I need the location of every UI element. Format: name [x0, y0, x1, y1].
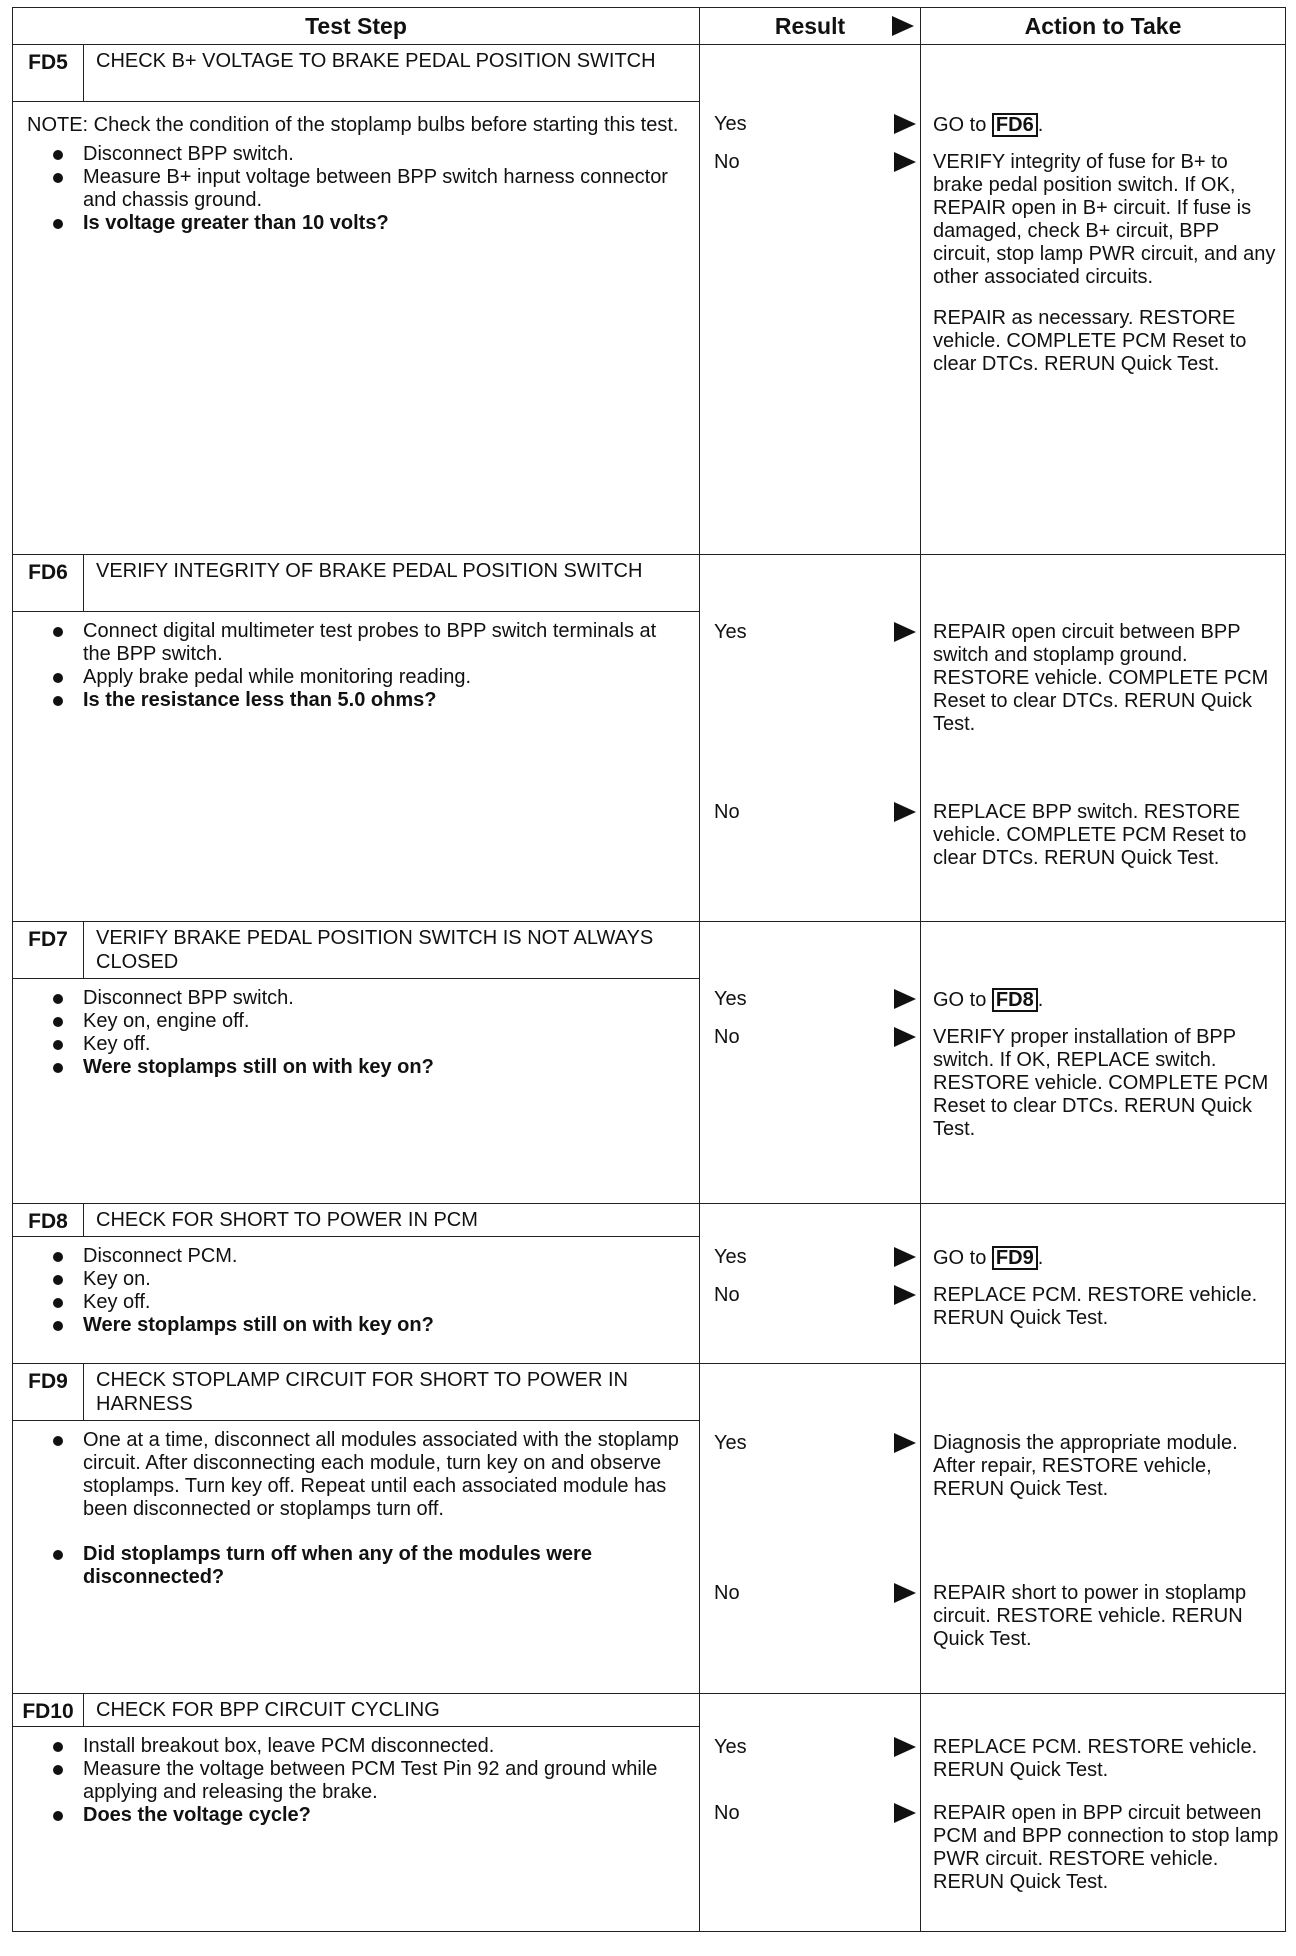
- step-bullet: Measure B+ input voltage between BPP switch harness connector and chassis ground.: [53, 166, 687, 212]
- result-no: No: [714, 801, 740, 823]
- test-step-cell: [13, 555, 700, 922]
- step-bullet: Key on.: [53, 1268, 687, 1291]
- result-yes: Yes: [714, 988, 747, 1010]
- step-bullet: One at a time, disconnect all modules associated with the stoplamp circuit. After disconnecting each module, turn key on and observe stoplamps. Turn key off. Repeat until each associated module has been disconnected or stoplamps turn off.: [53, 1429, 687, 1521]
- test-step-cell: [13, 1204, 700, 1364]
- step-title: CHECK STOPLAMP CIRCUIT FOR SHORT TO POWER IN HARNESS: [96, 1369, 628, 1415]
- step-code: FD10: [13, 1694, 84, 1726]
- action-cell: [921, 1364, 1286, 1694]
- test-step-cell: [13, 1694, 700, 1932]
- result-no: No: [714, 151, 740, 173]
- result-no: No: [714, 1582, 740, 1604]
- arrow-right-icon: [894, 1737, 916, 1757]
- step-bullet: Connect digital multimeter test probes to BPP switch terminals at the BPP switch.: [53, 620, 687, 666]
- action-text: After repair, RESTORE vehicle, RERUN Quick Test.: [933, 1455, 1212, 1500]
- step-code: FD8: [13, 1204, 84, 1236]
- action-cell: [921, 555, 1286, 922]
- step-question: Did stoplamps turn off when any of the modules were disconnected?: [53, 1543, 687, 1589]
- goto-ref-fd9[interactable]: FD9: [992, 1246, 1038, 1270]
- step-bullet: Disconnect BPP switch.: [53, 143, 687, 166]
- result-yes: Yes: [714, 1246, 747, 1268]
- header-action: Action to Take: [921, 8, 1286, 45]
- test-step-cell: [13, 922, 700, 1204]
- goto-ref-fd6[interactable]: FD6: [992, 113, 1038, 137]
- result-cell: [700, 45, 921, 555]
- step-code: FD6: [13, 555, 84, 611]
- test-row-fd10: [13, 1694, 1286, 1932]
- step-code: FD7: [13, 922, 84, 978]
- result-yes: Yes: [714, 113, 747, 135]
- arrow-right-icon: [894, 989, 916, 1009]
- step-question: Is voltage greater than 10 volts?: [53, 212, 687, 235]
- arrow-right-icon: [894, 802, 916, 822]
- action-text: VERIFY proper installation of BPP switch. If OK, REPLACE switch. RESTORE vehicle. COMPLETE PCM Reset to clear DTCs. RERUN Quick Test.: [933, 1026, 1269, 1140]
- step-question: Is the resistance less than 5.0 ohms?: [53, 689, 687, 712]
- goto-ref-fd8[interactable]: FD8: [992, 988, 1038, 1012]
- test-row-fd8: [13, 1204, 1286, 1364]
- test-row-fd6: [13, 555, 1286, 922]
- result-no: No: [714, 1284, 740, 1306]
- action-text: REPLACE BPP switch. RESTORE vehicle. COMPLETE PCM Reset to clear DTCs. RERUN Quick Test.: [933, 801, 1247, 869]
- action-text: REPLACE PCM. RESTORE vehicle. RERUN Quick Test.: [933, 1284, 1258, 1329]
- arrow-right-icon: [894, 1583, 916, 1603]
- step-bullet: Key off.: [53, 1291, 687, 1314]
- result-yes: Yes: [714, 1432, 747, 1454]
- test-row-fd7: [13, 922, 1286, 1204]
- step-bullet: Measure the voltage between PCM Test Pin 92 and ground while applying and releasing the brake.: [53, 1758, 687, 1804]
- step-code: FD9: [13, 1364, 84, 1420]
- step-bullet: Install breakout box, leave PCM disconnected.: [53, 1735, 687, 1758]
- step-title: CHECK B+ VOLTAGE TO BRAKE PEDAL POSITION SWITCH: [96, 50, 656, 72]
- header-result: Result: [700, 8, 921, 45]
- arrow-right-icon: [894, 152, 916, 172]
- action-text: Diagnosis the appropriate module.: [933, 1432, 1238, 1454]
- action-text: REPAIR open in BPP circuit between PCM and BPP connection to stop lamp PWR circuit. RESTORE vehicle. RERUN Quick Test.: [933, 1802, 1279, 1893]
- result-no: No: [714, 1026, 740, 1048]
- step-question: Were stoplamps still on with key on?: [53, 1056, 687, 1079]
- result-no: No: [714, 1802, 740, 1824]
- action-text: REPAIR as necessary. RESTORE vehicle. COMPLETE PCM Reset to clear DTCs. RERUN Quick Test.: [933, 307, 1247, 375]
- step-bullet: Apply brake pedal while monitoring reading.: [53, 666, 687, 689]
- step-bullet: Disconnect PCM.: [53, 1245, 687, 1268]
- test-row-fd9: [13, 1364, 1286, 1694]
- step-note: NOTE: Check the condition of the stoplamp bulbs before starting this test.: [27, 114, 679, 136]
- result-cell: [700, 1364, 921, 1694]
- arrow-right-icon: [894, 1433, 916, 1453]
- result-cell: [700, 1204, 921, 1364]
- step-bullet: Key on, engine off.: [53, 1010, 687, 1033]
- arrow-right-icon: [892, 16, 914, 36]
- step-title: VERIFY BRAKE PEDAL POSITION SWITCH IS NOT ALWAYS CLOSED: [96, 927, 654, 973]
- action-cell: GO to FD8 . VERIFY proper installation of BPP switch. If OK, REPLACE switch. RESTORE vehicle. COMPLETE PCM Reset to clear DTCs. RERUN Quick Test.: [921, 922, 1286, 1204]
- action-cell: GO to FD9 . REPLACE PCM. RESTORE vehicle. RERUN Quick Test.: [921, 1204, 1286, 1364]
- step-title: CHECK FOR SHORT TO POWER IN PCM: [96, 1209, 478, 1231]
- arrow-right-icon: [894, 1247, 916, 1267]
- step-bullet: Disconnect BPP switch.: [53, 987, 687, 1010]
- action-cell: [921, 1694, 1286, 1932]
- pinpoint-test-table: [12, 7, 1286, 1932]
- arrow-right-icon: [894, 1285, 916, 1305]
- action-text: REPAIR short to power in stoplamp circuit. RESTORE vehicle. RERUN Quick Test.: [933, 1582, 1247, 1650]
- step-title: VERIFY INTEGRITY OF BRAKE PEDAL POSITION SWITCH: [96, 560, 643, 582]
- test-step-cell: [13, 1364, 700, 1694]
- step-question: Does the voltage cycle?: [53, 1804, 687, 1827]
- result-cell: [700, 555, 921, 922]
- step-question: Were stoplamps still on with key on?: [53, 1314, 687, 1337]
- arrow-right-icon: [894, 622, 916, 642]
- action-text: REPAIR open circuit between BPP switch and stoplamp ground. RESTORE vehicle. COMPLETE PCM Reset to clear DTCs. RERUN Quick Test.: [933, 621, 1269, 735]
- arrow-right-icon: [894, 1027, 916, 1047]
- result-cell: [700, 1694, 921, 1932]
- result-cell: [700, 922, 921, 1204]
- result-yes: Yes: [714, 1736, 747, 1758]
- arrow-right-icon: [894, 114, 916, 134]
- header-test-step: Test Step: [13, 8, 700, 45]
- test-row-fd5: [13, 45, 1286, 555]
- step-title: CHECK FOR BPP CIRCUIT CYCLING: [96, 1699, 440, 1721]
- test-step-cell: [13, 45, 700, 555]
- header-row: [13, 8, 1286, 45]
- action-text: REPLACE PCM. RESTORE vehicle. RERUN Quick Test.: [933, 1736, 1258, 1781]
- result-yes: Yes: [714, 621, 747, 643]
- step-code: FD5: [13, 45, 84, 101]
- action-text: VERIFY integrity of fuse for B+ to brake pedal position switch. If OK, REPAIR open in B+ circuit. If fuse is damaged, check B+ circuit, BPP circuit, stop lamp PWR circuit, and any other associated circuits.: [933, 151, 1276, 288]
- step-bullet: Key off.: [53, 1033, 687, 1056]
- arrow-right-icon: [894, 1803, 916, 1823]
- action-cell: GO to FD6 . VERIFY integrity of fuse for B+ to brake pedal position switch. If OK, REPAIR open in B+ circuit. If fuse is damaged, check B+ circuit, BPP circuit, stop lamp PWR circuit, and any other associated circuits. REPAIR as necessary. RESTORE vehicle. COMPLETE PCM Reset to clear DTCs. RERUN Quick Test.: [921, 45, 1286, 555]
